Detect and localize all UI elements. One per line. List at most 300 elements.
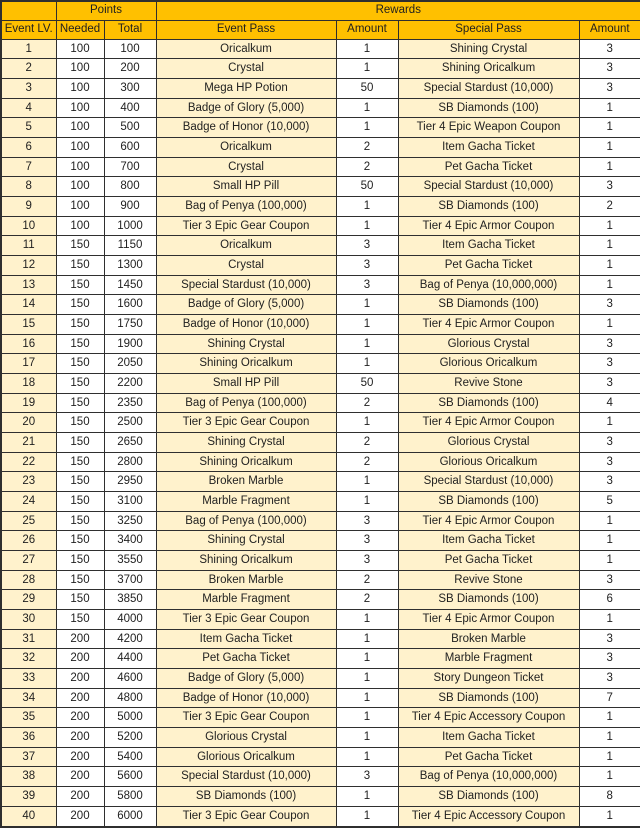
cell-total: 1000 — [104, 216, 156, 236]
cell-total: 600 — [104, 137, 156, 157]
cell-total: 4400 — [104, 649, 156, 669]
cell-needed: 150 — [56, 334, 104, 354]
cell-total: 2050 — [104, 354, 156, 374]
cell-event-pass-amount: 2 — [336, 137, 398, 157]
column-header-total: Total — [104, 20, 156, 39]
cell-special-pass-amount: 4 — [579, 393, 640, 413]
table-row — [1, 236, 640, 256]
cell-total: 900 — [104, 196, 156, 216]
cell-needed: 100 — [56, 216, 104, 236]
cell-needed: 200 — [56, 688, 104, 708]
cell-event-pass: Mega HP Potion — [156, 78, 336, 98]
cell-event-pass-amount: 50 — [336, 177, 398, 197]
cell-needed: 150 — [56, 393, 104, 413]
cell-event-lv: 28 — [1, 570, 56, 590]
cell-special-pass: Pet Gacha Ticket — [398, 747, 579, 767]
column-header-special-pass: Special Pass — [398, 20, 579, 39]
table-row — [1, 39, 640, 59]
cell-needed: 200 — [56, 747, 104, 767]
cell-event-pass-amount: 1 — [336, 295, 398, 315]
cell-event-pass-amount: 3 — [336, 550, 398, 570]
cell-needed: 150 — [56, 531, 104, 551]
cell-event-pass: Badge of Glory (5,000) — [156, 669, 336, 689]
cell-event-lv: 39 — [1, 787, 56, 807]
table-row — [1, 334, 640, 354]
cell-special-pass-amount: 2 — [579, 196, 640, 216]
cell-special-pass-amount: 3 — [579, 629, 640, 649]
cell-special-pass: SB Diamonds (100) — [398, 688, 579, 708]
cell-needed: 200 — [56, 806, 104, 827]
cell-event-lv: 17 — [1, 354, 56, 374]
cell-event-lv: 38 — [1, 767, 56, 787]
cell-event-pass-amount: 1 — [336, 649, 398, 669]
cell-special-pass: Glorious Oricalkum — [398, 452, 579, 472]
table-row — [1, 767, 640, 787]
cell-event-pass: Shining Crystal — [156, 531, 336, 551]
cell-total: 4600 — [104, 669, 156, 689]
cell-special-pass: SB Diamonds (100) — [398, 491, 579, 511]
cell-total: 6000 — [104, 806, 156, 827]
cell-event-pass-amount: 2 — [336, 432, 398, 452]
cell-event-lv: 26 — [1, 531, 56, 551]
cell-total: 5800 — [104, 787, 156, 807]
table-row — [1, 649, 640, 669]
cell-needed: 150 — [56, 452, 104, 472]
cell-total: 1600 — [104, 295, 156, 315]
cell-needed: 200 — [56, 669, 104, 689]
cell-needed: 200 — [56, 629, 104, 649]
cell-event-pass: Marble Fragment — [156, 590, 336, 610]
cell-event-pass: Shining Oricalkum — [156, 452, 336, 472]
cell-event-lv: 6 — [1, 137, 56, 157]
cell-event-lv: 24 — [1, 491, 56, 511]
cell-event-pass: Glorious Crystal — [156, 728, 336, 748]
corner-cell — [1, 1, 56, 20]
cell-event-pass-amount: 50 — [336, 373, 398, 393]
cell-total: 400 — [104, 98, 156, 118]
cell-event-pass: Badge of Honor (10,000) — [156, 688, 336, 708]
cell-event-pass-amount: 3 — [336, 531, 398, 551]
table-row — [1, 669, 640, 689]
cell-event-lv: 30 — [1, 609, 56, 629]
cell-total: 4800 — [104, 688, 156, 708]
cell-event-lv: 1 — [1, 39, 56, 59]
cell-event-pass-amount: 3 — [336, 275, 398, 295]
cell-event-lv: 36 — [1, 728, 56, 748]
cell-special-pass: Tier 4 Epic Accessory Coupon — [398, 806, 579, 827]
cell-special-pass: Glorious Crystal — [398, 432, 579, 452]
cell-event-lv: 14 — [1, 295, 56, 315]
table-row — [1, 196, 640, 216]
cell-event-pass-amount: 2 — [336, 590, 398, 610]
cell-event-pass: Glorious Oricalkum — [156, 747, 336, 767]
cell-total: 5200 — [104, 728, 156, 748]
cell-total: 300 — [104, 78, 156, 98]
cell-special-pass-amount: 3 — [579, 373, 640, 393]
cell-event-pass-amount: 1 — [336, 314, 398, 334]
table-row — [1, 787, 640, 807]
cell-event-pass-amount: 1 — [336, 39, 398, 59]
cell-total: 2500 — [104, 413, 156, 433]
cell-special-pass-amount: 3 — [579, 669, 640, 689]
column-header-event-pass: Event Pass — [156, 20, 336, 39]
cell-special-pass-amount: 1 — [579, 708, 640, 728]
cell-total: 500 — [104, 118, 156, 138]
cell-event-pass: Broken Marble — [156, 570, 336, 590]
cell-event-lv: 23 — [1, 472, 56, 492]
table-row — [1, 688, 640, 708]
cell-event-pass: Tier 3 Epic Gear Coupon — [156, 216, 336, 236]
cell-special-pass: Shining Crystal — [398, 39, 579, 59]
cell-special-pass: Tier 4 Epic Accessory Coupon — [398, 708, 579, 728]
cell-special-pass: Marble Fragment — [398, 649, 579, 669]
cell-needed: 100 — [56, 78, 104, 98]
cell-event-pass: Item Gacha Ticket — [156, 629, 336, 649]
cell-event-lv: 10 — [1, 216, 56, 236]
table-row — [1, 255, 640, 275]
cell-needed: 150 — [56, 413, 104, 433]
cell-event-pass-amount: 1 — [336, 806, 398, 827]
cell-total: 4000 — [104, 609, 156, 629]
cell-special-pass-amount: 1 — [579, 413, 640, 433]
cell-event-lv: 40 — [1, 806, 56, 827]
cell-special-pass: Tier 4 Epic Armor Coupon — [398, 609, 579, 629]
cell-needed: 100 — [56, 118, 104, 138]
cell-special-pass: Item Gacha Ticket — [398, 728, 579, 748]
cell-special-pass: Item Gacha Ticket — [398, 137, 579, 157]
cell-special-pass-amount: 6 — [579, 590, 640, 610]
table-body — [1, 39, 640, 827]
cell-special-pass-amount: 7 — [579, 688, 640, 708]
cell-special-pass-amount: 3 — [579, 59, 640, 79]
cell-event-pass: Crystal — [156, 157, 336, 177]
cell-special-pass: Bag of Penya (10,000,000) — [398, 275, 579, 295]
column-header-event-pass-amount: Amount — [336, 20, 398, 39]
table-row — [1, 314, 640, 334]
cell-special-pass: Story Dungeon Ticket — [398, 669, 579, 689]
cell-total: 5600 — [104, 767, 156, 787]
cell-special-pass-amount: 1 — [579, 275, 640, 295]
cell-event-lv: 25 — [1, 511, 56, 531]
cell-total: 800 — [104, 177, 156, 197]
cell-event-pass-amount: 1 — [336, 472, 398, 492]
table-row — [1, 413, 640, 433]
cell-special-pass-amount: 3 — [579, 452, 640, 472]
cell-needed: 150 — [56, 609, 104, 629]
cell-event-pass: Bag of Penya (100,000) — [156, 196, 336, 216]
cell-total: 3850 — [104, 590, 156, 610]
cell-event-pass: Oricalkum — [156, 39, 336, 59]
cell-needed: 100 — [56, 196, 104, 216]
table-row — [1, 354, 640, 374]
cell-special-pass-amount: 1 — [579, 216, 640, 236]
cell-special-pass: Tier 4 Epic Armor Coupon — [398, 314, 579, 334]
table-row — [1, 98, 640, 118]
table-row — [1, 531, 640, 551]
column-header-special-pass-amount: Amount — [579, 20, 640, 39]
table-header — [1, 1, 640, 39]
cell-special-pass: Special Stardust (10,000) — [398, 472, 579, 492]
cell-special-pass-amount: 1 — [579, 728, 640, 748]
cell-event-pass-amount: 3 — [336, 511, 398, 531]
cell-total: 3250 — [104, 511, 156, 531]
cell-event-pass: Broken Marble — [156, 472, 336, 492]
cell-event-pass: Bag of Penya (100,000) — [156, 393, 336, 413]
cell-special-pass-amount: 1 — [579, 609, 640, 629]
cell-special-pass-amount: 3 — [579, 472, 640, 492]
cell-event-pass-amount: 1 — [336, 708, 398, 728]
cell-special-pass: Item Gacha Ticket — [398, 531, 579, 551]
cell-special-pass-amount: 1 — [579, 118, 640, 138]
cell-event-pass-amount: 1 — [336, 216, 398, 236]
table-row — [1, 216, 640, 236]
cell-total: 3100 — [104, 491, 156, 511]
cell-needed: 150 — [56, 373, 104, 393]
cell-special-pass-amount: 3 — [579, 570, 640, 590]
cell-special-pass: SB Diamonds (100) — [398, 295, 579, 315]
cell-special-pass: Tier 4 Epic Armor Coupon — [398, 511, 579, 531]
cell-total: 5400 — [104, 747, 156, 767]
cell-event-pass: Tier 3 Epic Gear Coupon — [156, 413, 336, 433]
cell-needed: 100 — [56, 177, 104, 197]
cell-event-pass: Tier 3 Epic Gear Coupon — [156, 609, 336, 629]
cell-event-pass-amount: 1 — [336, 609, 398, 629]
table-row — [1, 708, 640, 728]
cell-event-pass-amount: 1 — [336, 59, 398, 79]
cell-event-pass-amount: 3 — [336, 255, 398, 275]
cell-needed: 200 — [56, 649, 104, 669]
table-row — [1, 511, 640, 531]
cell-special-pass-amount: 3 — [579, 39, 640, 59]
cell-special-pass-amount: 5 — [579, 491, 640, 511]
cell-event-pass-amount: 1 — [336, 491, 398, 511]
cell-special-pass-amount: 3 — [579, 177, 640, 197]
cell-event-lv: 11 — [1, 236, 56, 256]
table-row — [1, 472, 640, 492]
cell-event-lv: 13 — [1, 275, 56, 295]
table-row — [1, 491, 640, 511]
cell-needed: 100 — [56, 59, 104, 79]
cell-event-lv: 4 — [1, 98, 56, 118]
cell-event-pass: Badge of Honor (10,000) — [156, 314, 336, 334]
cell-special-pass: Tier 4 Epic Armor Coupon — [398, 216, 579, 236]
cell-event-pass-amount: 3 — [336, 767, 398, 787]
table-row — [1, 373, 640, 393]
cell-event-lv: 32 — [1, 649, 56, 669]
cell-total: 2350 — [104, 393, 156, 413]
table-row — [1, 629, 640, 649]
cell-event-pass-amount: 1 — [336, 787, 398, 807]
cell-special-pass-amount: 1 — [579, 255, 640, 275]
cell-special-pass-amount: 3 — [579, 295, 640, 315]
cell-total: 200 — [104, 59, 156, 79]
table-row — [1, 177, 640, 197]
points-group-header: Points — [56, 1, 156, 20]
cell-event-pass-amount: 2 — [336, 570, 398, 590]
cell-event-pass-amount: 1 — [336, 413, 398, 433]
cell-special-pass-amount: 3 — [579, 432, 640, 452]
cell-event-pass: SB Diamonds (100) — [156, 787, 336, 807]
cell-special-pass: Glorious Crystal — [398, 334, 579, 354]
cell-event-pass-amount: 1 — [336, 354, 398, 374]
cell-needed: 150 — [56, 275, 104, 295]
cell-event-pass: Oricalkum — [156, 236, 336, 256]
cell-special-pass-amount: 1 — [579, 98, 640, 118]
cell-total: 1150 — [104, 236, 156, 256]
cell-event-lv: 37 — [1, 747, 56, 767]
table-row — [1, 137, 640, 157]
table-row — [1, 295, 640, 315]
cell-special-pass-amount: 1 — [579, 767, 640, 787]
cell-event-lv: 8 — [1, 177, 56, 197]
rewards-group-header: Rewards — [156, 1, 640, 20]
table-row — [1, 393, 640, 413]
cell-special-pass-amount: 1 — [579, 236, 640, 256]
table-row — [1, 432, 640, 452]
cell-special-pass: Revive Stone — [398, 373, 579, 393]
cell-event-pass: Badge of Glory (5,000) — [156, 295, 336, 315]
cell-special-pass: SB Diamonds (100) — [398, 393, 579, 413]
cell-needed: 150 — [56, 255, 104, 275]
cell-needed: 150 — [56, 570, 104, 590]
cell-event-pass: Shining Crystal — [156, 334, 336, 354]
cell-special-pass: Bag of Penya (10,000,000) — [398, 767, 579, 787]
cell-event-pass: Marble Fragment — [156, 491, 336, 511]
cell-event-pass-amount: 1 — [336, 629, 398, 649]
cell-total: 1450 — [104, 275, 156, 295]
cell-needed: 150 — [56, 491, 104, 511]
cell-total: 1300 — [104, 255, 156, 275]
cell-special-pass: Item Gacha Ticket — [398, 236, 579, 256]
cell-special-pass-amount: 1 — [579, 137, 640, 157]
cell-event-lv: 7 — [1, 157, 56, 177]
cell-special-pass: SB Diamonds (100) — [398, 787, 579, 807]
table-row — [1, 157, 640, 177]
cell-special-pass: Broken Marble — [398, 629, 579, 649]
cell-event-lv: 27 — [1, 550, 56, 570]
cell-special-pass: SB Diamonds (100) — [398, 98, 579, 118]
table-row — [1, 590, 640, 610]
cell-event-lv: 3 — [1, 78, 56, 98]
group-header-row — [1, 1, 640, 20]
cell-event-pass: Bag of Penya (100,000) — [156, 511, 336, 531]
cell-needed: 100 — [56, 157, 104, 177]
cell-special-pass-amount: 1 — [579, 531, 640, 551]
cell-needed: 200 — [56, 767, 104, 787]
cell-total: 3700 — [104, 570, 156, 590]
cell-event-lv: 35 — [1, 708, 56, 728]
cell-event-lv: 29 — [1, 590, 56, 610]
cell-total: 3400 — [104, 531, 156, 551]
cell-special-pass-amount: 1 — [579, 747, 640, 767]
cell-event-pass-amount: 2 — [336, 393, 398, 413]
cell-event-lv: 20 — [1, 413, 56, 433]
cell-total: 2800 — [104, 452, 156, 472]
cell-event-pass-amount: 1 — [336, 118, 398, 138]
cell-needed: 150 — [56, 511, 104, 531]
cell-total: 2950 — [104, 472, 156, 492]
cell-special-pass: Pet Gacha Ticket — [398, 255, 579, 275]
cell-special-pass-amount: 8 — [579, 787, 640, 807]
cell-event-lv: 21 — [1, 432, 56, 452]
cell-special-pass: Tier 4 Epic Armor Coupon — [398, 413, 579, 433]
cell-special-pass-amount: 1 — [579, 806, 640, 827]
cell-special-pass: Special Stardust (10,000) — [398, 78, 579, 98]
column-header-event-lv: Event LV. — [1, 20, 56, 39]
cell-special-pass: SB Diamonds (100) — [398, 590, 579, 610]
cell-needed: 100 — [56, 39, 104, 59]
cell-event-pass: Special Stardust (10,000) — [156, 767, 336, 787]
cell-event-pass: Crystal — [156, 255, 336, 275]
cell-special-pass: Special Stardust (10,000) — [398, 177, 579, 197]
cell-needed: 100 — [56, 137, 104, 157]
table-row — [1, 275, 640, 295]
cell-special-pass: Pet Gacha Ticket — [398, 550, 579, 570]
cell-event-pass: Tier 3 Epic Gear Coupon — [156, 806, 336, 827]
cell-event-lv: 31 — [1, 629, 56, 649]
cell-event-pass: Badge of Honor (10,000) — [156, 118, 336, 138]
cell-event-pass: Crystal — [156, 59, 336, 79]
cell-event-pass: Tier 3 Epic Gear Coupon — [156, 708, 336, 728]
cell-event-pass-amount: 2 — [336, 452, 398, 472]
cell-event-pass-amount: 3 — [336, 236, 398, 256]
cell-needed: 150 — [56, 314, 104, 334]
cell-total: 100 — [104, 39, 156, 59]
cell-event-pass: Shining Oricalkum — [156, 354, 336, 374]
cell-event-pass: Oricalkum — [156, 137, 336, 157]
cell-special-pass-amount: 3 — [579, 354, 640, 374]
cell-event-lv: 33 — [1, 669, 56, 689]
cell-special-pass-amount: 1 — [579, 314, 640, 334]
cell-event-pass-amount: 1 — [336, 196, 398, 216]
cell-event-lv: 18 — [1, 373, 56, 393]
cell-event-lv: 12 — [1, 255, 56, 275]
cell-total: 2200 — [104, 373, 156, 393]
cell-needed: 150 — [56, 236, 104, 256]
cell-special-pass-amount: 3 — [579, 78, 640, 98]
cell-special-pass-amount: 1 — [579, 550, 640, 570]
cell-needed: 150 — [56, 295, 104, 315]
table-row — [1, 609, 640, 629]
cell-special-pass: Glorious Oricalkum — [398, 354, 579, 374]
cell-event-lv: 34 — [1, 688, 56, 708]
cell-needed: 200 — [56, 728, 104, 748]
cell-event-pass-amount: 1 — [336, 334, 398, 354]
cell-event-pass: Badge of Glory (5,000) — [156, 98, 336, 118]
cell-special-pass-amount: 3 — [579, 334, 640, 354]
cell-event-pass: Special Stardust (10,000) — [156, 275, 336, 295]
cell-event-pass-amount: 1 — [336, 98, 398, 118]
cell-special-pass: Tier 4 Epic Weapon Coupon — [398, 118, 579, 138]
cell-total: 1900 — [104, 334, 156, 354]
cell-event-lv: 16 — [1, 334, 56, 354]
table-row — [1, 728, 640, 748]
table-row — [1, 118, 640, 138]
cell-special-pass-amount: 1 — [579, 157, 640, 177]
cell-total: 2650 — [104, 432, 156, 452]
cell-special-pass-amount: 1 — [579, 511, 640, 531]
cell-event-pass: Small HP Pill — [156, 373, 336, 393]
cell-event-pass: Shining Crystal — [156, 432, 336, 452]
cell-total: 4200 — [104, 629, 156, 649]
cell-special-pass: SB Diamonds (100) — [398, 196, 579, 216]
cell-event-lv: 15 — [1, 314, 56, 334]
cell-event-lv: 5 — [1, 118, 56, 138]
cell-special-pass: Pet Gacha Ticket — [398, 157, 579, 177]
cell-event-pass: Pet Gacha Ticket — [156, 649, 336, 669]
cell-needed: 200 — [56, 708, 104, 728]
cell-event-pass: Small HP Pill — [156, 177, 336, 197]
